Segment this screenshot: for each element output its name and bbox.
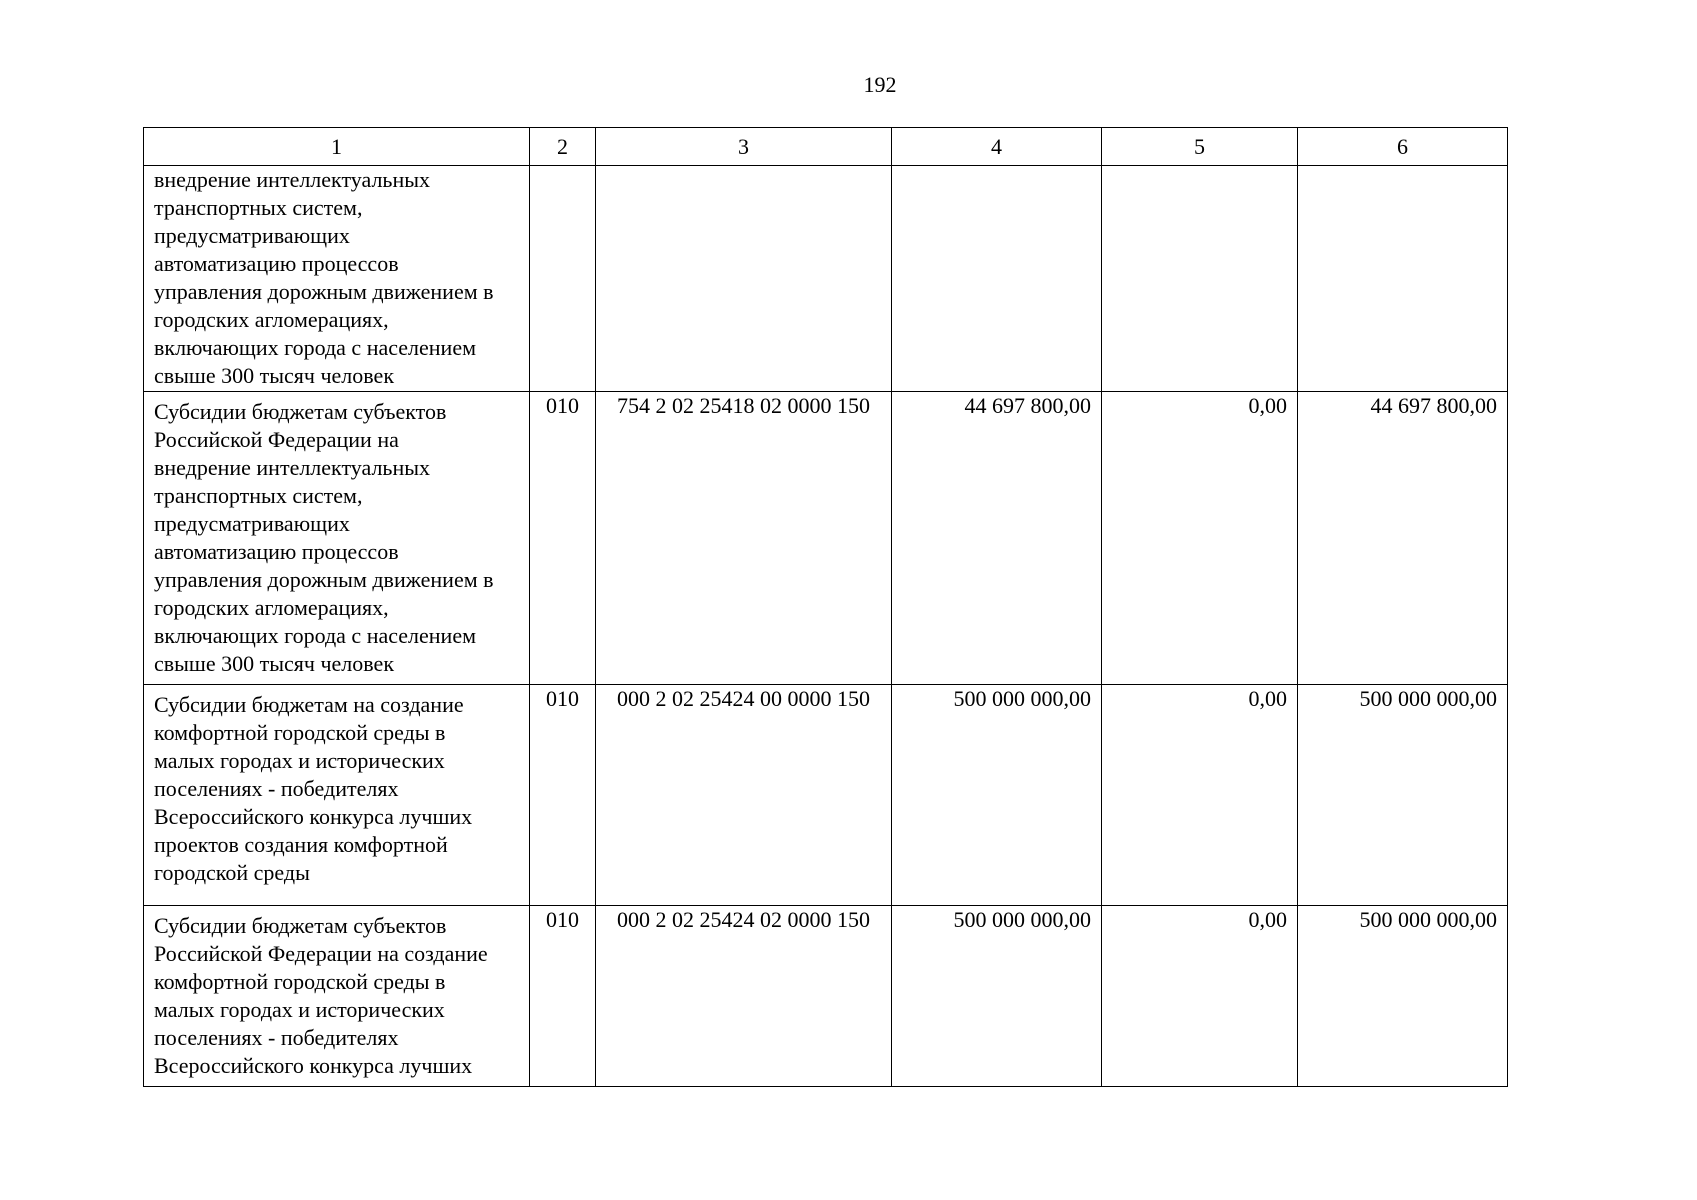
column-header-3: 3 xyxy=(596,128,892,166)
column-header-4: 4 xyxy=(892,128,1102,166)
row-amount-cell xyxy=(892,166,1102,392)
row-name-cell: внедрение интеллектуальных транспортных систем, предусматривающих автоматизацию процессов управления дорожным движением в городских агломерациях, включающих города с населением свыше 300 тысяч человек xyxy=(144,166,530,392)
table-row xyxy=(144,685,1508,906)
row-amount-cell: 44 697 800,00 xyxy=(892,392,1102,685)
row-name-cell: Субсидии бюджетам субъектов Российской Федерации на создание комфортной городской среды в малых городах и исторических поселениях - победителях Всероссийского конкурса лучших xyxy=(144,906,530,1087)
row-total-cell: 44 697 800,00 xyxy=(1298,392,1508,685)
row-name-cell: Субсидии бюджетам субъектов Российской Федерации на внедрение интеллектуальных транспортных систем, предусматривающих автоматизацию процессов управления дорожным движением в городских агломерациях, включающих города с населением свыше 300 тысяч человек xyxy=(144,392,530,685)
column-header-2: 2 xyxy=(530,128,596,166)
row-change-cell: 0,00 xyxy=(1102,906,1298,1087)
row-amount-cell: 500 000 000,00 xyxy=(892,685,1102,906)
row-amount-cell: 500 000 000,00 xyxy=(892,906,1102,1087)
row-total-cell: 500 000 000,00 xyxy=(1298,685,1508,906)
row-kbk-cell: 754 2 02 25418 02 0000 150 xyxy=(596,392,892,685)
column-header-6: 6 xyxy=(1298,128,1508,166)
row-kbk-cell: 000 2 02 25424 02 0000 150 xyxy=(596,906,892,1087)
table-row xyxy=(144,906,1508,1087)
row-change-cell: 0,00 xyxy=(1102,685,1298,906)
row-change-cell xyxy=(1102,166,1298,392)
row-total-cell: 500 000 000,00 xyxy=(1298,906,1508,1087)
row-kbk-cell: 000 2 02 25424 00 0000 150 xyxy=(596,685,892,906)
row-kbk-cell xyxy=(596,166,892,392)
column-header-1: 1 xyxy=(144,128,530,166)
page-number: 192 xyxy=(863,72,897,97)
column-header-5: 5 xyxy=(1102,128,1298,166)
row-code-cell xyxy=(530,166,596,392)
row-code-cell: 010 xyxy=(530,906,596,1087)
row-total-cell xyxy=(1298,166,1508,392)
table-row xyxy=(144,392,1508,685)
row-code-cell: 010 xyxy=(530,392,596,685)
row-name-cell: Субсидии бюджетам на создание комфортной городской среды в малых городах и исторических поселениях - победителях Всероссийского конкурса лучших проектов создания комфортной городской среды xyxy=(144,685,530,906)
row-code-cell: 010 xyxy=(530,685,596,906)
table-row xyxy=(144,166,1508,392)
budget-table xyxy=(143,127,1508,1087)
row-change-cell: 0,00 xyxy=(1102,392,1298,685)
table-header-row xyxy=(144,128,1508,166)
